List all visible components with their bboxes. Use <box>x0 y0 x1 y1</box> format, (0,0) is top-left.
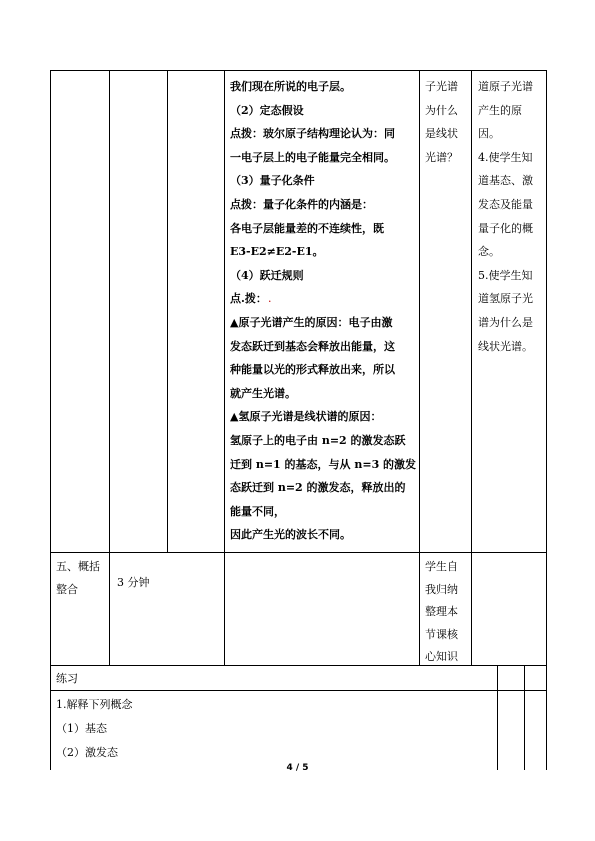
main-text-line: 各电子层能量差的不连续性，既 <box>230 221 384 235</box>
main-text-line: ▲氢原子光谱是线状谱的原因： <box>230 410 382 424</box>
main-text-line: 我们现在所说的电子层。 <box>230 80 351 93</box>
goal-text-line: 量子化的概 <box>478 221 533 235</box>
goal-text-line: 道基态、激 <box>478 174 533 188</box>
goal-text-line: 发态及能量 <box>478 198 533 211</box>
main-text-line: 种能量以光的形式释放出来，所以 <box>230 363 395 377</box>
student-text-line: 子光谱 <box>425 80 458 93</box>
student-text-line: 为什么 <box>425 103 458 117</box>
table-top-border <box>50 70 547 71</box>
row5-student-line: 学生自 <box>425 560 458 573</box>
row5-time: 3 分钟 <box>117 576 150 589</box>
row-divider-1 <box>50 552 547 553</box>
practice-col-divider-1 <box>497 665 498 770</box>
goal-text-line: 念。 <box>478 245 500 259</box>
practice-label: 练习 <box>56 672 78 685</box>
main-text-line: （4）跃迁规则 <box>230 268 304 282</box>
goal-text-line: 产生的原 <box>478 103 522 117</box>
row5-student-line: 整理本 <box>425 605 458 618</box>
col-divider-5 <box>471 70 472 665</box>
main-text-line: （2）定态假设 <box>230 103 304 117</box>
practice-item: （2）激发态 <box>56 746 118 759</box>
main-text-line: 迁到 n=1 的基态，与从 n=3 的激发 <box>230 457 417 471</box>
col-divider-1 <box>109 70 110 665</box>
row5-student-line: 我归纳 <box>425 582 458 596</box>
main-text-line: 一电子层上的电子能量完全相同。 <box>230 150 395 164</box>
col-divider-4 <box>419 70 420 665</box>
main-text-line: 能量不同， <box>230 504 285 518</box>
practice-item: （1）基态 <box>56 722 107 735</box>
col-divider-3 <box>224 70 225 665</box>
goal-text-line: 线状光谱。 <box>478 339 533 353</box>
red-mark: . <box>268 292 272 306</box>
goal-text-line: 4.使学生知 <box>478 150 533 164</box>
goal-text-line: 道氢原子光 <box>478 292 533 306</box>
main-text-line: 点.拨： <box>230 292 267 306</box>
student-text-line: 光谱？ <box>425 150 458 164</box>
page-number: 4 / 5 <box>286 763 309 773</box>
goal-text-line: 因。 <box>478 127 500 141</box>
student-text-line: 是线状 <box>425 127 458 141</box>
row5-stage-line: 五、概括 <box>56 560 100 573</box>
main-text-line: E3-E2≠E2-E1。 <box>230 245 324 259</box>
main-text-line: 就产生光谱。 <box>230 386 296 400</box>
main-text-line: 发态跃迁到基态会释放出能量，这 <box>230 339 395 353</box>
row-divider-3 <box>50 690 547 691</box>
goal-text-line: 谱为什么是 <box>478 316 533 329</box>
main-text-line: 氢原子上的电子由 n=2 的激发态跃 <box>230 434 406 447</box>
row5-student-line: 心知识 <box>425 650 458 663</box>
main-text-line: （3）量子化条件 <box>230 174 315 188</box>
practice-question: 1.解释下列概念 <box>56 698 133 711</box>
main-text-line: 因此产生光的波长不同。 <box>230 528 351 542</box>
row-divider-2 <box>50 665 547 666</box>
goal-text-line: 5.使学生知 <box>478 268 533 282</box>
goal-text-line: 道原子光谱 <box>478 80 533 93</box>
main-text-line: ▲原子光谱产生的原因：电子由激 <box>230 316 393 329</box>
main-text-line: 态跃迁到 n=2 的激发态，释放出的 <box>230 481 406 495</box>
practice-col-divider-2 <box>524 665 525 770</box>
main-text-line: 点拨：玻尔原子结构理论认为：同 <box>230 127 395 141</box>
main-text-line: 点拨：量子化条件的内涵是： <box>230 198 373 211</box>
row5-student-line: 节课核 <box>425 627 458 641</box>
col-divider-2 <box>167 70 168 552</box>
row5-stage-line: 整合 <box>56 583 78 596</box>
